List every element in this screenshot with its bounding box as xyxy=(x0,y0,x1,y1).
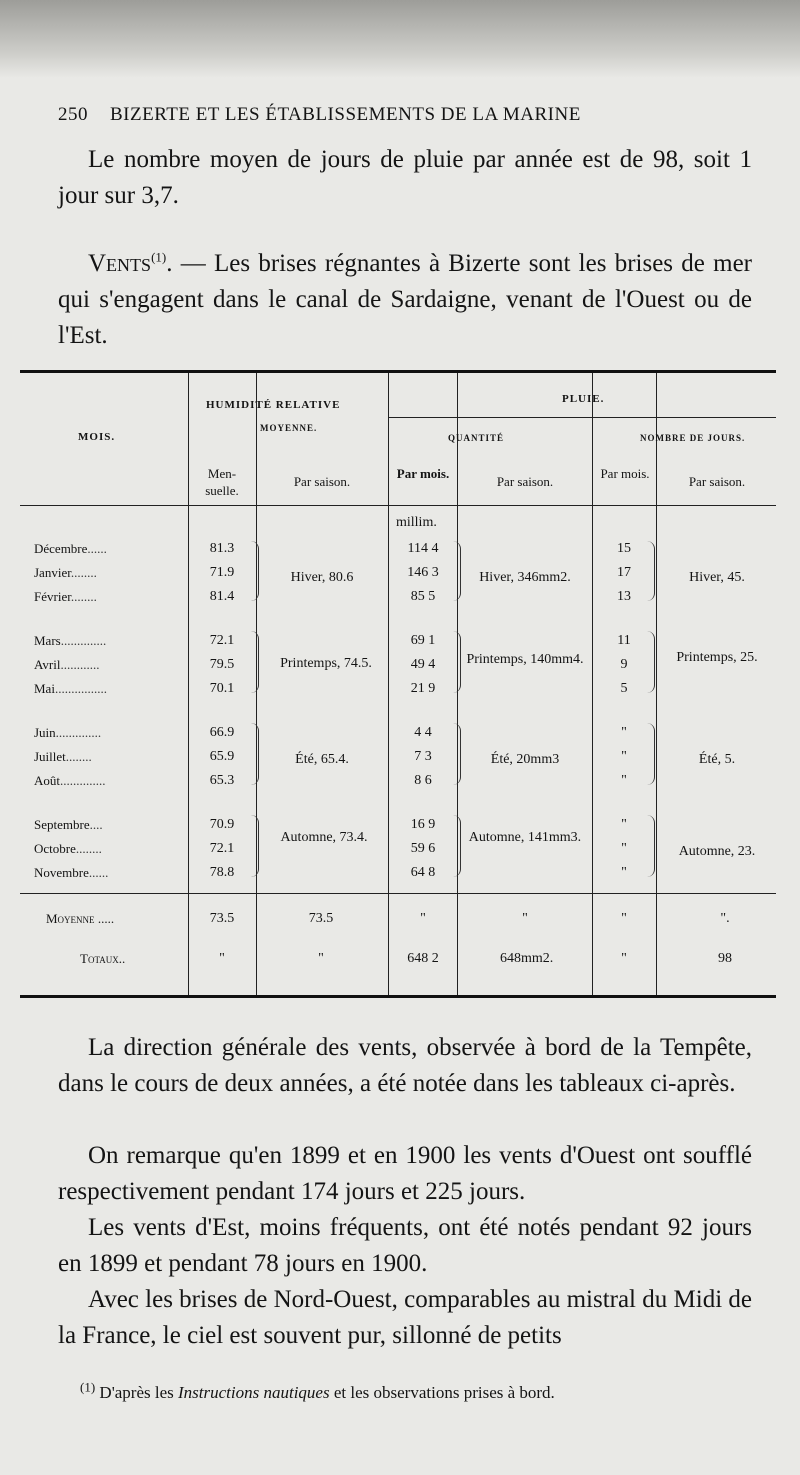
header-pluie: PLUIE. xyxy=(562,393,605,405)
rain-days-value: 11 xyxy=(617,633,631,648)
rain-days-value: " xyxy=(621,865,627,880)
page-number: 250 xyxy=(58,104,88,125)
running-head xyxy=(58,104,748,126)
season-days-printemps: Printemps, 25. xyxy=(676,650,758,665)
month-label: Décembre...... xyxy=(34,541,107,556)
month-name: Mars xyxy=(34,633,61,648)
rain-days-value: " xyxy=(621,749,627,764)
header-mois: MOIS. xyxy=(78,431,116,443)
humidity-monthly-value: 71.9 xyxy=(209,565,235,580)
season-rain-ete: Été, 20mm3 xyxy=(490,752,560,767)
month-name: Août xyxy=(34,773,60,788)
rain-days-value: 17 xyxy=(617,565,631,580)
season-brace xyxy=(250,541,259,601)
season-hum-automne: Automne, 73.4. xyxy=(280,830,368,845)
humidity-monthly-value: 81.4 xyxy=(209,589,235,604)
rain-monthly-value: 114 4 xyxy=(407,541,439,556)
season-brace xyxy=(646,815,655,877)
header-nombre-jours: NOMBRE DE JOURS. xyxy=(640,433,746,443)
rain-monthly-value: 69 1 xyxy=(410,633,436,648)
humidity-monthly-value: 72.1 xyxy=(209,633,235,648)
unit-millim: millim. xyxy=(396,515,437,530)
season-brace xyxy=(452,723,461,785)
intro-paragraph: Le nombre moyen de jours de pluie par année est de 98, soit 1 jour sur 3,7. xyxy=(58,146,752,209)
month-name: Janvier xyxy=(34,565,71,580)
running-title: BIZERTE ET LES ÉTABLISSEMENTS DE LA MARINE xyxy=(110,104,581,125)
page-top-edge xyxy=(0,0,800,78)
footnote xyxy=(80,1379,555,1403)
rain-monthly-value: 21 9 xyxy=(410,681,436,696)
rain-days-value: " xyxy=(621,817,627,832)
month-label: Novembre...... xyxy=(34,865,109,880)
season-brace xyxy=(250,815,259,877)
humidity-monthly-value: 70.9 xyxy=(209,817,235,832)
vents-text: . — Les brises régnantes à Bizerte sont les brises de mer qui s'engagent dans le canal de Sardaigne, venant de l'Ouest ou de l'Est. xyxy=(58,250,752,349)
month-label: Mars.............. xyxy=(34,633,107,648)
season-hum-hiver: Hiver, 80.6 xyxy=(290,570,354,585)
totaux-rain-mois: 648 2 xyxy=(407,951,439,966)
humidity-monthly-value: 66.9 xyxy=(209,725,235,740)
season-brace xyxy=(250,631,259,693)
rain-days-value: " xyxy=(621,841,627,856)
rain-monthly-value: 49 4 xyxy=(410,657,436,672)
season-rain-hiver: Hiver, 346mm2. xyxy=(479,570,571,585)
season-hum-printemps: Printemps, 74.5. xyxy=(280,656,372,671)
moyenne-hum-saison: 73.5 xyxy=(308,911,334,926)
body-paragraph-4: Avec les brises de Nord-Ouest, comparables au mistral du Midi de la France, le ciel est souvent pur, sillonné de petits xyxy=(58,1286,752,1349)
totaux-hum-saison: " xyxy=(318,951,324,966)
month-name: Février xyxy=(34,589,71,604)
rain-monthly-value: 85 5 xyxy=(410,589,436,604)
vents-paragraph xyxy=(58,246,752,354)
header-par-saison-hum: Par saison. xyxy=(293,474,351,489)
month-label: Juillet........ xyxy=(34,749,92,764)
totaux-label: Totaux.. xyxy=(80,951,126,966)
season-brace xyxy=(646,541,655,601)
totaux-rain-saison: 648mm2. xyxy=(500,951,554,966)
month-label: Février........ xyxy=(34,589,97,604)
moyenne-rain-mois: " xyxy=(420,911,426,926)
month-label: Mai................ xyxy=(34,681,107,696)
moyenne-rain-saison: " xyxy=(522,911,528,926)
humidity-monthly-value: 81.3 xyxy=(209,541,235,556)
month-name: Septembre xyxy=(34,817,90,832)
month-name: Avril xyxy=(34,657,61,672)
rain-days-value: 9 xyxy=(620,657,628,672)
body-paragraph-2: On remarque qu'en 1899 et en 1900 les vents d'Ouest ont soufflé respectivement pendant 174 jours et 225 jours. xyxy=(58,1142,752,1205)
season-rain-printemps: Printemps, 140mm4. xyxy=(466,652,584,667)
moyenne-days-mois: " xyxy=(621,911,627,926)
rain-days-value: 13 xyxy=(617,589,631,604)
body-paragraph-1: La direction générale des vents, observée à bord de la Tempête, dans le cours de deux années, a été notée dans les tableaux ci-après. xyxy=(58,1034,752,1097)
season-brace xyxy=(646,723,655,785)
month-name: Mai xyxy=(34,681,55,696)
season-days-automne: Automne, 23. xyxy=(678,844,756,859)
season-brace xyxy=(250,723,259,785)
month-name: Octobre xyxy=(34,841,76,856)
rain-monthly-value: 4 4 xyxy=(414,725,432,740)
humidity-monthly-value: 65.3 xyxy=(209,773,235,788)
season-brace xyxy=(452,541,461,601)
month-name: Novembre xyxy=(34,865,89,880)
footnote-before: D'après les xyxy=(99,1383,174,1402)
header-humidite-sub: MOYENNE. xyxy=(260,423,318,433)
rain-days-value: 15 xyxy=(617,541,631,556)
rain-monthly-value: 59 6 xyxy=(410,841,436,856)
vents-heading: Vents xyxy=(88,250,152,277)
footnote-after: et les observations prises à bord. xyxy=(333,1383,555,1402)
rain-days-value: " xyxy=(621,725,627,740)
body-paragraph-3: Les vents d'Est, moins fréquents, ont été notés pendant 92 jours en 1899 et pendant 78 jours en 1900. xyxy=(58,1214,752,1277)
season-days-ete: Été, 5. xyxy=(698,752,736,767)
humidity-monthly-value: 72.1 xyxy=(209,841,235,856)
vents-note-ref: (1) xyxy=(151,249,167,265)
rain-monthly-value: 8 6 xyxy=(414,773,432,788)
month-name: Juin xyxy=(34,725,56,740)
header-par-mois-jours: Par mois. xyxy=(600,466,650,481)
season-brace xyxy=(646,631,655,693)
rain-days-value: " xyxy=(621,773,627,788)
rain-monthly-value: 7 3 xyxy=(414,749,432,764)
moyenne-days-saison: ". xyxy=(720,911,730,926)
footnote-marker: (1) xyxy=(80,1379,96,1395)
footnote-italic: Instructions nautiques xyxy=(178,1383,330,1402)
month-label: Octobre........ xyxy=(34,841,102,856)
season-brace xyxy=(452,815,461,877)
rain-days-value: 5 xyxy=(620,681,628,696)
month-label: Janvier........ xyxy=(34,565,97,580)
rain-monthly-value: 16 9 xyxy=(410,817,436,832)
header-mensuelle: Men-suelle. xyxy=(205,466,239,498)
season-hum-ete: Été, 65.4. xyxy=(295,752,349,767)
totaux-hum-mensuelle: " xyxy=(219,951,225,966)
month-name: Décembre xyxy=(34,541,88,556)
month-label: Août.............. xyxy=(34,773,106,788)
moyenne-hum-mensuelle: 73.5 xyxy=(209,911,235,926)
header-par-mois-pluie: Par mois. xyxy=(396,466,450,481)
header-humidite: HUMIDITÉ RELATIVE xyxy=(206,399,341,411)
month-name: Juillet xyxy=(34,749,66,764)
humidity-monthly-value: 79.5 xyxy=(209,657,235,672)
month-label: Juin.............. xyxy=(34,725,102,740)
month-label: Septembre.... xyxy=(34,817,103,832)
totaux-days-saison: 98 xyxy=(718,951,732,966)
rain-monthly-value: 146 3 xyxy=(407,565,439,580)
rain-monthly-value: 64 8 xyxy=(410,865,436,880)
season-rain-automne: Automne, 141mm3. xyxy=(468,830,582,845)
header-par-saison-jours: Par saison. xyxy=(688,474,746,489)
season-brace xyxy=(452,631,461,693)
month-label: Avril............ xyxy=(34,657,100,672)
header-quantite: QUANTITÉ xyxy=(448,433,505,443)
humidity-monthly-value: 78.8 xyxy=(209,865,235,880)
climate-table xyxy=(20,370,776,998)
totaux-days-mois: " xyxy=(621,951,627,966)
season-days-hiver: Hiver, 45. xyxy=(689,570,745,585)
humidity-monthly-value: 70.1 xyxy=(209,681,235,696)
moyenne-label: Moyenne ..... xyxy=(46,911,115,926)
humidity-monthly-value: 65.9 xyxy=(209,749,235,764)
header-par-saison-pluie: Par saison. xyxy=(496,474,554,489)
